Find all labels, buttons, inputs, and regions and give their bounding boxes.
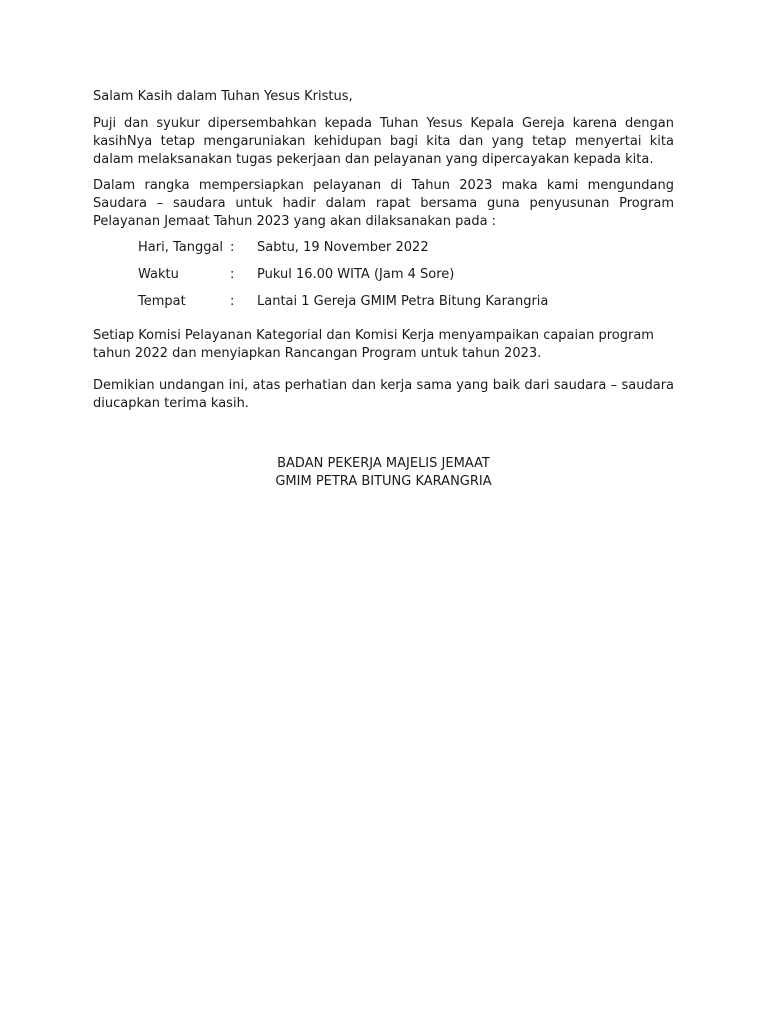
opening-paragraph: Puji dan syukur dipersembahkan kepada Tuhan Yesus Kepala Gereja karena dengan kasihNya tetap mengaruniakan kehidupan bagi kita dan yang tetap menyertai kita dalam melaksanakan tugas pekerjaan dan pelayanan yang dipercayakan kepada kita.	[93, 116, 674, 167]
detail-value: Lantai 1 Gereja GMIM Petra Bitung Karangria	[257, 294, 549, 309]
signature-line-2: GMIM PETRA BITUNG KARANGRIA	[275, 474, 492, 489]
detail-label: Hari, Tanggal	[138, 240, 224, 255]
event-details	[138, 239, 674, 320]
detail-label: Waktu	[138, 267, 179, 282]
closing-paragraph: Demikian undangan ini, atas perhatian dan kerja sama yang baik dari saudara – saudara diucapkan terima kasih.	[93, 378, 674, 411]
detail-colon: :	[230, 267, 235, 282]
detail-colon: :	[230, 240, 235, 255]
detail-colon: :	[230, 294, 235, 309]
detail-row-time	[138, 266, 674, 293]
spacer	[93, 320, 674, 327]
greeting: Salam Kasih dalam Tuhan Yesus Kristus,	[93, 89, 353, 104]
signature-block	[93, 455, 674, 491]
program-paragraph: Setiap Komisi Pelayanan Kategorial dan Komisi Kerja menyampaikan capaian program tahun 2022 dan menyiapkan Rancangan Program untuk tahun 2023.	[93, 328, 654, 361]
signature-line-1: BADAN PEKERJA MAJELIS JEMAAT	[277, 456, 490, 471]
detail-row-date	[138, 239, 674, 266]
letter-body	[93, 88, 674, 421]
detail-row-place	[138, 293, 674, 320]
detail-value: Sabtu, 19 November 2022	[257, 240, 429, 255]
detail-value: Pukul 16.00 WITA (Jam 4 Sore)	[257, 267, 455, 282]
detail-label: Tempat	[138, 294, 186, 309]
invitation-paragraph: Dalam rangka mempersiapkan pelayanan di Tahun 2023 maka kami mengundang Saudara – saudara untuk hadir dalam rapat bersama guna penyusunan Program Pelayanan Jemaat Tahun 2023 yang akan dilaksanakan pada :	[93, 178, 674, 229]
